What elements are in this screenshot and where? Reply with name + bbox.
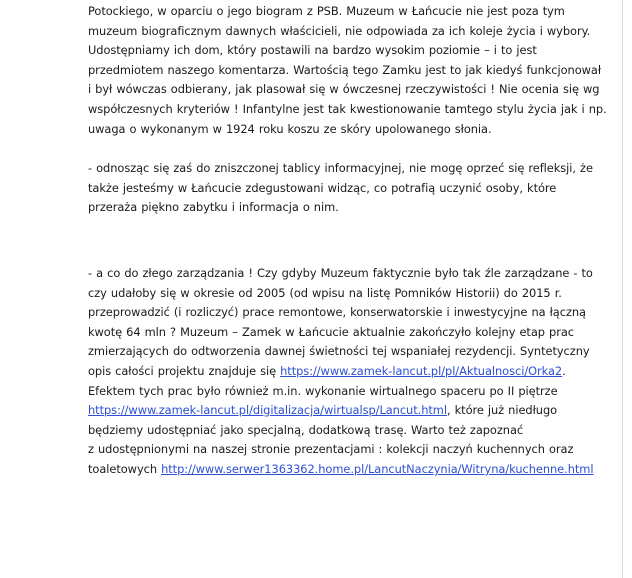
text-line: z udostępnionymi na naszej stronie prezentacjami : kolekcji naczyń kuchennych oraz	[88, 442, 574, 457]
text-line: przeraża piękno zabytku i informacja o nim.	[88, 200, 339, 215]
paragraph-biography	[88, 2, 618, 139]
virtual-tour-link[interactable]: https://www.zamek-lancut.pl/digitalizacja/wirtualsp/Lancut.html	[88, 403, 447, 418]
text-line: kwotę 64 mln ? Muzeum – Zamek w Łańcucie aktualnie zakończyło kolejny etap prac	[88, 324, 574, 339]
text-line: - odnosząc się zaś do zniszczonej tablicy informacyjnej, nie mogę oprzeć się refleksji, że	[88, 161, 593, 175]
paragraph-management	[88, 264, 618, 480]
text-line: przeprowadzić (i rozliczyć) prace remontowe, konserwatorskie i inwestycyjne na łączną	[88, 305, 586, 320]
text-line: - a co do złego zarządzania ! Czy gdyby Muzeum faktycznie było tak źle zarządzane - to	[88, 266, 593, 280]
paragraph-information-board	[88, 159, 618, 218]
text-segment: .	[562, 363, 566, 378]
page-edge-divider	[622, 0, 623, 578]
text-line-with-link	[88, 401, 618, 421]
text-line: Efektem tych prac było również m.in. wykonanie wirtualnego spaceru po II piętrze	[88, 383, 558, 398]
project-description-link[interactable]: https://www.zamek-lancut.pl/pl/Aktualnosci/Orka2	[280, 363, 563, 378]
text-line: i był wówczas odbierany, jak plasował się w ówczesnej rzeczywistości ! Nie ocenia się wg	[88, 82, 600, 97]
text-segment: toaletowych	[88, 461, 162, 476]
text-line: także jesteśmy w Łańcucie zdegustowani widząc, co potrafią uczynić osoby, które	[88, 180, 557, 195]
text-line: zmierzających do odtworzenia dawnej świetności tej wspaniałej rezydencji. Syntetyczny	[88, 344, 590, 359]
text-line: Potockiego, w oparciu o jego biogram z PSB. Muzeum w Łańcucie nie jest poza tym	[88, 4, 565, 18]
text-line: przedmiotem naszego komentarza. Wartością tego Zamku jest to jak kiedyś funkcjonował	[88, 62, 602, 77]
text-line: uwaga o wykonanym w 1924 roku koszu ze skóry upolowanego słonia.	[88, 121, 492, 136]
text-segment: , które już niedługo	[446, 403, 558, 418]
kitchen-vessels-collection-link[interactable]: http://www.serwer1363362.home.pl/LancutNaczynia/Witryna/kuchenne.html	[161, 461, 594, 476]
text-line-with-link	[88, 362, 618, 382]
text-line: muzeum biograficznym dawnych właścicieli, nie odpowiada za ich koleje życia i wybory.	[88, 23, 591, 38]
text-segment: opis całości projektu znajduje się	[88, 363, 281, 378]
text-line: czy udałoby się w okresie od 2005 (od wpisu na listę Pomników Historii) do 2015 r.	[88, 285, 562, 300]
text-line-with-link	[88, 460, 618, 480]
text-line: współczesnych kryteriów ! Infantylne jest tak kwestionowanie tamtego stylu życia jak i np.	[88, 101, 607, 116]
text-line: będziemy udostępniać jako specjalną, dodatkową trasę. Warto też zapoznać	[88, 422, 524, 437]
text-line: Udostępniamy ich dom, który postawili na bardzo wysokim poziomie – i to jest	[88, 43, 537, 58]
